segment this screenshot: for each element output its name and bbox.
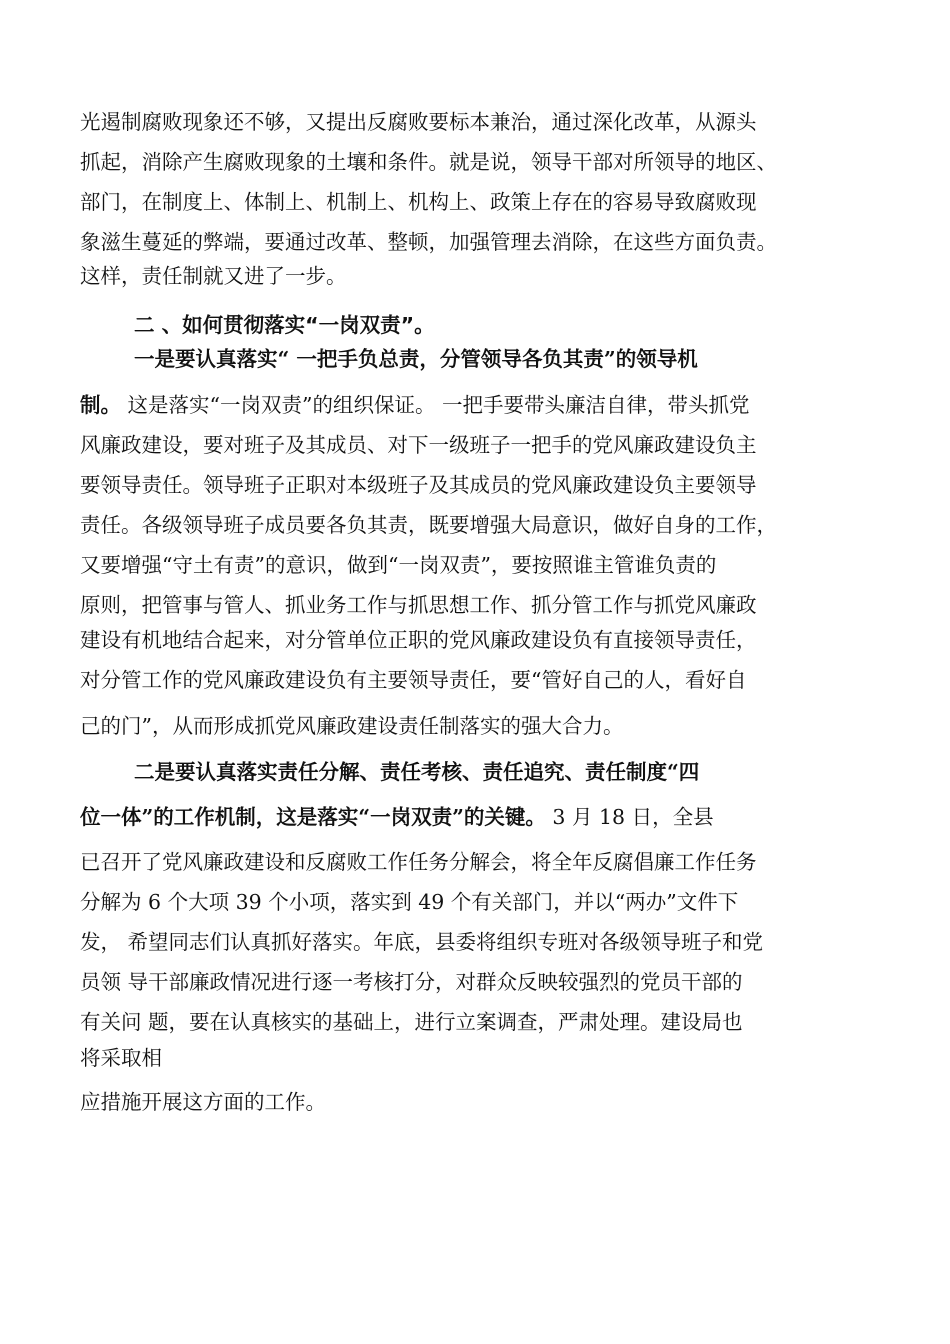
lead-bold-text: 位一体”的工作机制，这是落实“一岗双责”的关键。 bbox=[80, 805, 546, 829]
lead-bold-text: 制。 bbox=[80, 393, 121, 417]
paragraph-lead-bold: 二是要认真落实责任分解、责任考核、责任追究、责任制度“四 bbox=[134, 760, 700, 784]
paragraph-line bbox=[80, 391, 750, 419]
paragraph-line: 分解为 6 个大项 39 个小项，落实到 49 个有关部门，并以“两办”文件下 bbox=[80, 890, 739, 914]
paragraph-line: 建设有机地结合起来，对分管单位正职的党风廉政建设负有直接领导责任， bbox=[80, 628, 757, 652]
body-text: 3 月 18 日，全县 bbox=[545, 805, 714, 829]
paragraph-line: 员领 导干部廉政情况进行逐一考核打分，对群众反映较强烈的党员干部的 bbox=[80, 970, 743, 994]
body-text: 这是落实“一岗双责”的组织保证。 一把手要带头廉洁自律，带头抓党 bbox=[121, 393, 750, 417]
paragraph-line: 风廉政建设，要对班子及其成员、对下一级班子一把手的党风廉政建设负主 bbox=[80, 433, 757, 457]
paragraph-line bbox=[80, 803, 714, 831]
paragraph-line: 将采取相 bbox=[80, 1046, 162, 1070]
paragraph-line: 这样，责任制就又进了一步。 bbox=[80, 264, 347, 288]
section-heading: 二 、如何贯彻落实“一岗双责”。 bbox=[134, 313, 435, 337]
paragraph-line: 对分管工作的党风廉政建设负有主要领导责任，要“管好自己的人，看好自 bbox=[80, 668, 747, 692]
paragraph-lead-bold: 一是要认真落实“ 一把手负总责，分管领导各负其责”的领导机 bbox=[134, 347, 698, 371]
paragraph-line: 又要增强“守土有责”的意识，做到“一岗双责”，要按照谁主管谁负责的 bbox=[80, 553, 717, 577]
paragraph-line: 应措施开展这方面的工作。 bbox=[80, 1090, 326, 1114]
paragraph-line: 已召开了党风廉政建设和反腐败工作任务分解会，将全年反腐倡廉工作任务 bbox=[80, 850, 757, 874]
paragraph-line: 抓起，消除产生腐败现象的土壤和条件。就是说，领导干部对所领导的地区、 bbox=[80, 150, 777, 174]
paragraph-line: 责任。各级领导班子成员要各负其责，既要增强大局意识，做好自身的工作， bbox=[80, 513, 777, 537]
paragraph-line: 要领导责任。领导班子正职对本级班子及其成员的党风廉政建设负主要领导 bbox=[80, 473, 757, 497]
paragraph-line: 象滋生蔓延的弊端，要通过改革、整顿，加强管理去消除，在这些方面负责。 bbox=[80, 230, 777, 254]
paragraph-line: 原则，把管事与管人、抓业务工作与抓思想工作、抓分管工作与抓党风廉政 bbox=[80, 593, 757, 617]
paragraph-line: 有关问 题，要在认真核实的基础上，进行立案调查，严肃处理。建设局也 bbox=[80, 1010, 743, 1034]
paragraph-line: 部门，在制度上、体制上、机制上、机构上、政策上存在的容易导致腐败现 bbox=[80, 190, 757, 214]
paragraph-line: 光遏制腐败现象还不够，又提出反腐败要标本兼治，通过深化改革，从源头 bbox=[80, 110, 757, 134]
paragraph-line: 己的门”，从而形成抓党风廉政建设责任制落实的强大合力。 bbox=[80, 714, 624, 738]
paragraph-line: 发， 希望同志们认真抓好落实。年底，县委将组织专班对各级领导班子和党 bbox=[80, 930, 764, 954]
